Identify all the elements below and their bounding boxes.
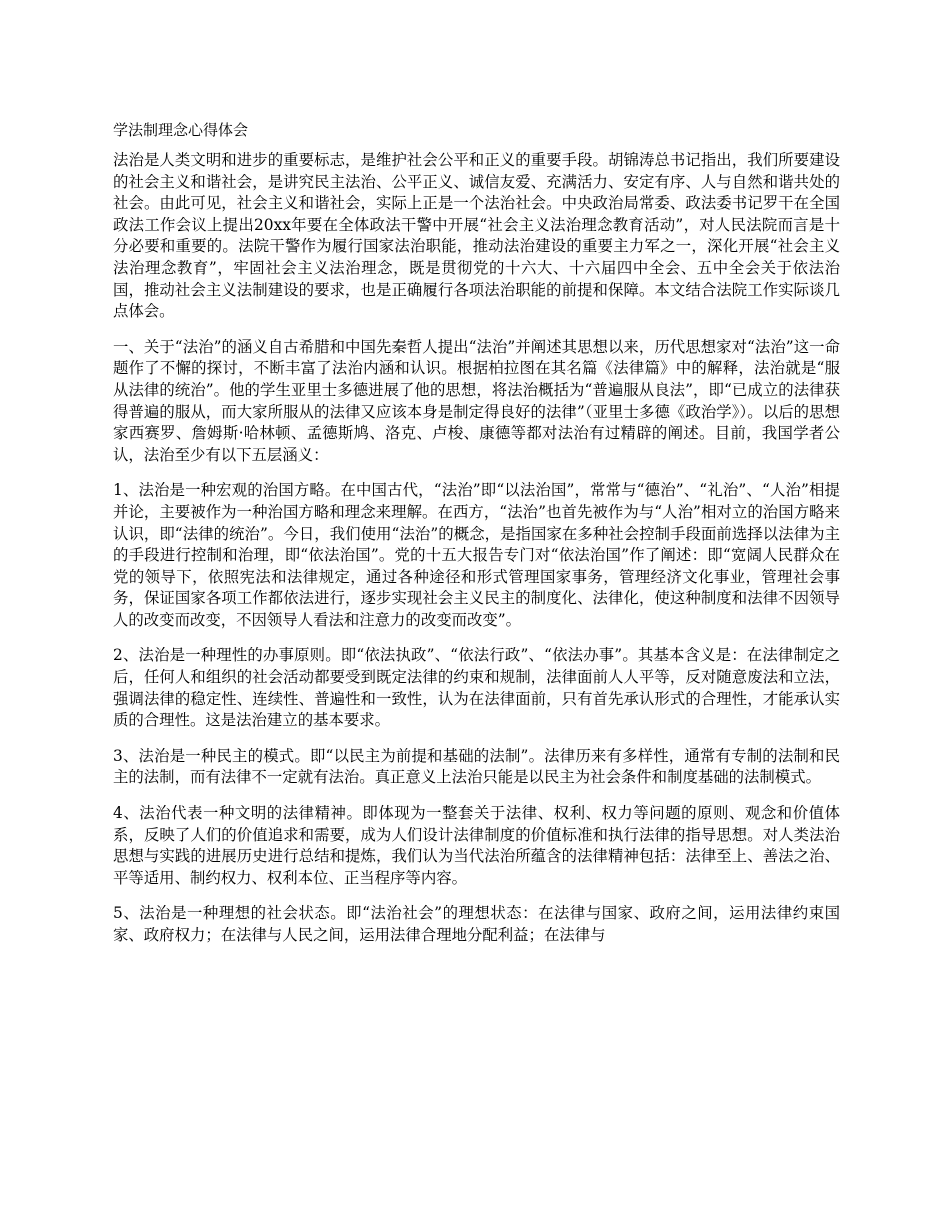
document-page: [113, 119, 840, 961]
paragraph-point-4: 4、法治代表一种文明的法律精神。即体现为一整套关于法律、权利、权力等问题的原则、观念和价值体系，反映了人们的价值追求和需要，成为人们设计法律制度的价值标准和执行法律的指导思想。对人类法治思想与实践的进展历史进行总结和提炼，我们认为当代法治所蕴含的法律精神包括：法律至上、善法之治、平等适用、制约权力、权利本位、正当程序等内容。: [113, 804, 840, 887]
document-title: 学法制理念心得体会: [113, 121, 249, 139]
paragraph-intro: 法治是人类文明和进步的重要标志，是维护社会公平和正义的重要手段。胡锦涛总书记指出，我们所要建设的社会主义和谐社会，是讲究民主法治、公平正义、诚信友爱、充满活力、安定有序、人与自然和谐共处的社会。由此可见，社会主义和谐社会，实际上正是一个法治社会。中央政治局常委、政法委书记罗干在全国政法工作会议上提出20xx年要在全体政法干警中开展“社会主义法治理念教育活动”，对人民法院而言是十分必要和重要的。法院干警作为履行国家法治职能，推动法治建设的重要主力军之一，深化开展“社会主义法治理念教育”，牢固社会主义法治理念，既是贯彻党的十六大、十六届四中全会、五中全会关于依法治国，推动社会主义法制建设的要求，也是正确履行各项法治职能的前提和保障。本文结合法院工作实际谈几点体会。: [113, 151, 840, 321]
paragraph-point-5: 5、法治是一种理想的社会状态。即“法治社会”的理想状态：在法律与国家、政府之间，运用法律约束国家、政府权力；在法律与人民之间，运用法律合理地分配利益；在法律与: [113, 904, 840, 944]
paragraph-section-1: 一、关于“法治”的涵义自古希腊和中国先秦哲人提出“法治”并阐述其思想以来，历代思想家对“法治”这一命题作了不懈的探讨，不断丰富了法治内涵和认识。根据柏拉图在其名篇《法律篇》中的解释，法治就是“服从法律的统治”。他的学生亚里士多德进展了他的思想，将法治概括为“普遍服从良法”，即“已成立的法律获得普遍的服从，而大家所服从的法律又应该本身是制定得良好的法律”（亚里士多德《政治学》）。以后的思想家西赛罗、詹姆斯·哈林顿、孟德斯鸠、洛克、卢梭、康德等都对法治有过精辟的阐述。目前，我国学者公认，法治至少有以下五层涵义：: [113, 337, 840, 464]
paragraph-point-1: 1、法治是一种宏观的治国方略。在中国古代，“法治”即“以法治国”，常常与“德治”、“礼治”、“人治”相提并论，主要被作为一种治国方略和理念来理解。在西方，“法治”也首先被作为与“人治”相对立的治国方略来认识，即“法律的统治”。今日，我们使用“法治”的概念，是指国家在多种社会控制手段面前选择以法律为主的手段进行控制和治理，即“依法治国”。党的十五大报告专门对“依法治国”作了阐述：即“宽阔人民群众在党的领导下，依照宪法和法律规定，通过各种途径和形式管理国家事务，管理经济文化事业，管理社会事务，保证国家各项工作都依法进行，逐步实现社会主义民主的制度化、法律化，使这种制度和法律不因领导人的改变而改变，不因领导人看法和注意力的改变而改变”。: [113, 481, 840, 629]
paragraph-point-3: 3、法治是一种民主的模式。即“以民主为前提和基础的法制”。法律历来有多样性，通常有专制的法制和民主的法制，而有法律不一定就有法治。真正意义上法治只能是以民主为社会条件和制度基础的法制模式。: [113, 746, 840, 787]
paragraph-point-2: 2、法治是一种理性的办事原则。即“依法执政”、“依法行政”、“依法办事”。其基本含义是：在法律制定之后，任何人和组织的社会活动都要受到既定法律的约束和规制，法律面前人人平等，反对随意废法和立法，强调法律的稳定性、连续性、普遍性和一致性，认为在法律面前，只有首先承认形式的合理性，才能承认实质的合理性。这是法治建立的基本要求。: [113, 646, 840, 730]
